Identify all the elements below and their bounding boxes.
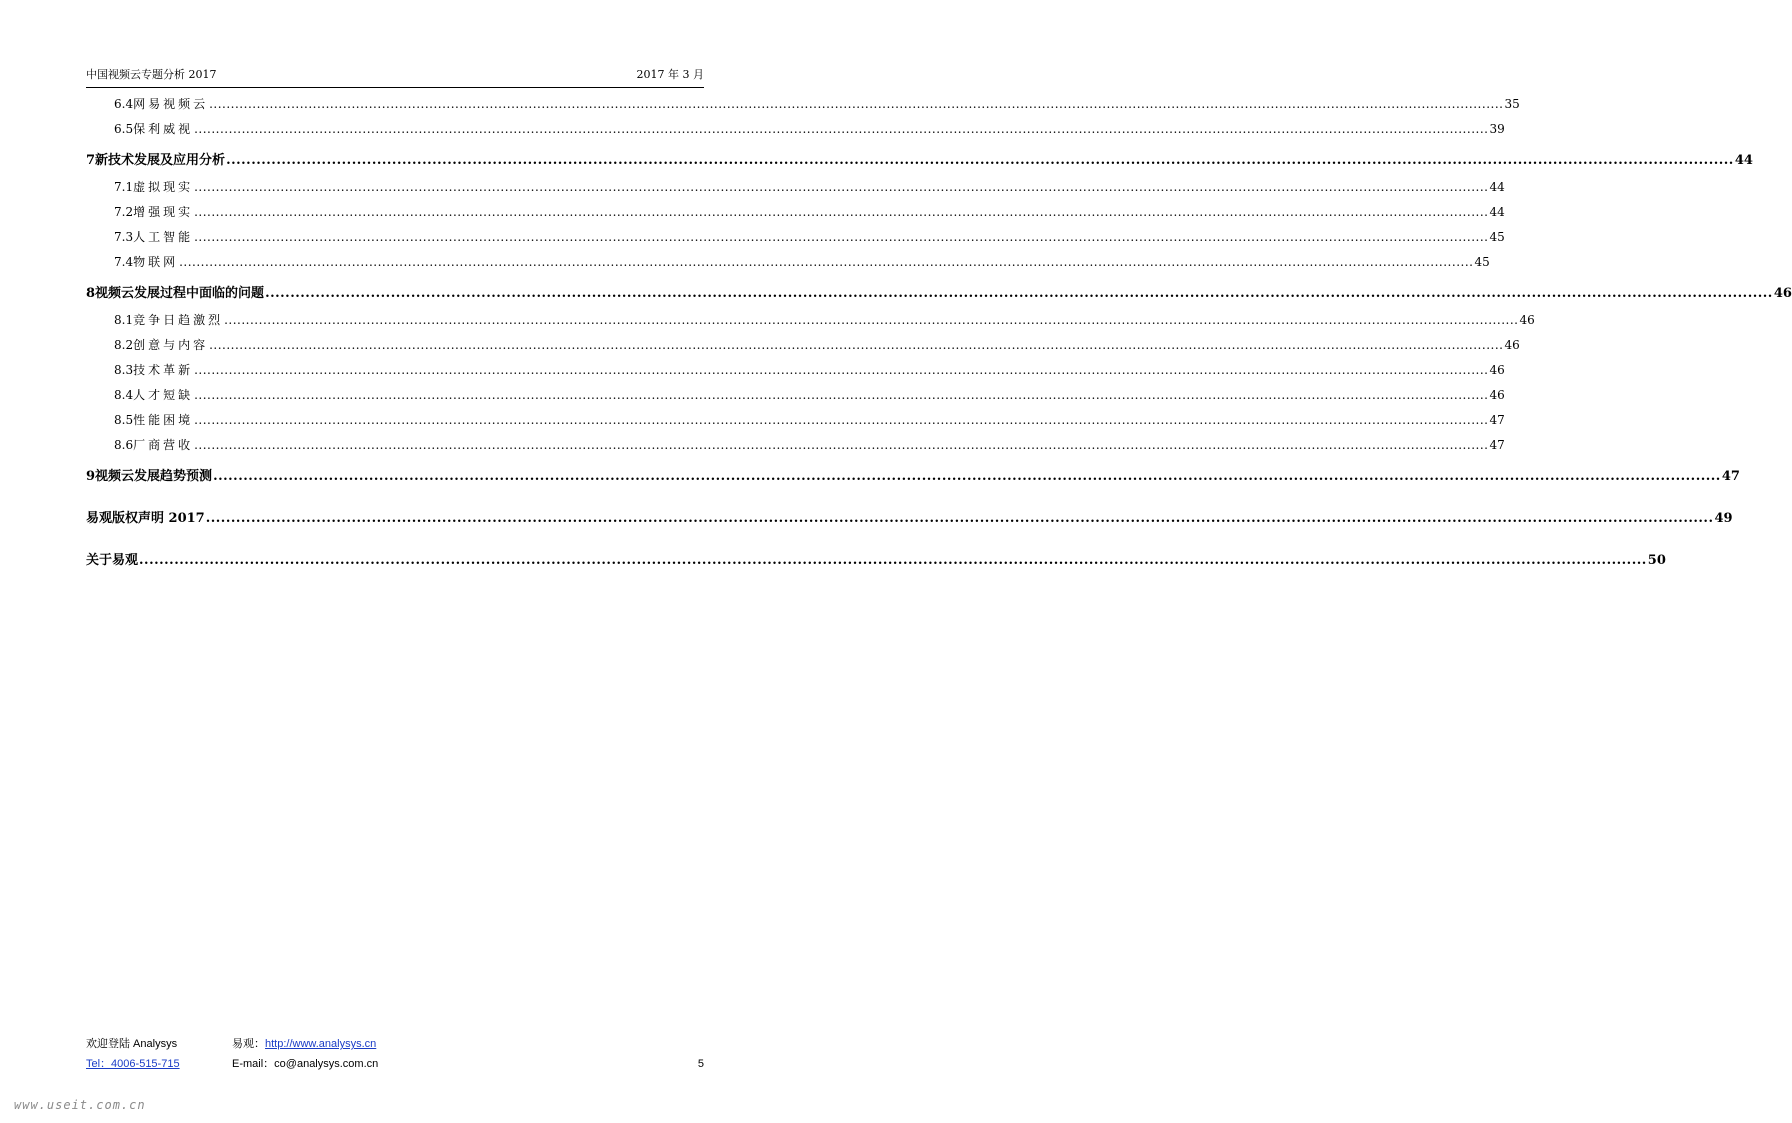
toc-section-entry[interactable]	[114, 228, 1505, 245]
toc-entry-number: 8.2	[114, 338, 134, 352]
toc-leader-dots: ............................................................................................................................................................................................................................................................................................................	[209, 338, 1504, 352]
footer-welcome: 欢迎登陆 Analysys	[86, 1038, 178, 1050]
toc-entry-title: 技术革新	[133, 363, 194, 377]
toc-leader-dots: ............................................................................................................................................................................................................................................................................................................	[194, 230, 1489, 244]
toc-leader-dots: ............................................................................................................................................................................................................................................................................................................	[213, 469, 1721, 484]
toc-section-entry[interactable]	[114, 436, 1505, 453]
toc-leader-dots: ............................................................................................................................................................................................................................................................................................................	[179, 255, 1474, 269]
footer-email: E-mail：co@analysys.com.cn	[232, 1058, 379, 1070]
footer-tel: Tel：4006-515-715	[86, 1058, 180, 1070]
toc-entry-title: 网易视频云	[133, 97, 209, 111]
toc-leader-dots: ............................................................................................................................................................................................................................................................................................................	[209, 97, 1504, 111]
toc-section-entry[interactable]	[114, 120, 1505, 137]
toc-entry-page: 47	[1489, 413, 1505, 427]
toc-entry-title: 增强现实	[133, 205, 194, 219]
toc-entry-page: 44	[1489, 205, 1505, 219]
toc-entry-page: 45	[1474, 255, 1490, 269]
page-header	[86, 66, 704, 88]
toc-section-entry[interactable]	[114, 311, 1535, 328]
toc-entry-number: 7.3	[114, 230, 134, 244]
watermark: www.useit.com.cn	[14, 1098, 146, 1112]
toc-entry-title: 人工智能	[133, 230, 194, 244]
toc-section-entry[interactable]	[114, 361, 1505, 378]
toc-entry-title: 新技术发展及应用分析	[95, 153, 226, 168]
toc-section-entry[interactable]	[114, 386, 1505, 403]
toc-entry-number: 7.4	[114, 255, 134, 269]
toc-entry-number: 6.4	[114, 97, 134, 111]
toc-entry-page: 47	[1489, 438, 1505, 452]
toc-entry-page: 46	[1504, 338, 1520, 352]
toc-entry-page: 39	[1489, 122, 1505, 136]
toc-entry-title: 易观版权声明 2017	[86, 511, 205, 526]
toc-entry-number: 8.3	[114, 363, 134, 377]
toc-entry-number: 8.5	[114, 413, 134, 427]
toc-chapter-entry[interactable]	[86, 149, 1753, 168]
toc-leader-dots: ............................................................................................................................................................................................................................................................................................................	[265, 286, 1773, 301]
toc-entry-number: 8.4	[114, 388, 134, 402]
toc-entry-number: 6.5	[114, 122, 134, 136]
page-number: 5	[697, 1058, 704, 1070]
toc-leader-dots: ............................................................................................................................................................................................................................................................................................................	[194, 180, 1489, 194]
toc-leader-dots: ............................................................................................................................................................................................................................................................................................................	[194, 413, 1489, 427]
toc-leader-dots: ............................................................................................................................................................................................................................................................................................................	[139, 553, 1647, 568]
toc-section-entry[interactable]	[114, 336, 1520, 353]
toc-entry-title: 人才短缺	[133, 388, 194, 402]
toc-entry-title: 厂商营收	[133, 438, 194, 452]
toc-entry-page: 47	[1721, 469, 1740, 484]
toc-leader-dots: ............................................................................................................................................................................................................................................................................................................	[194, 363, 1489, 377]
toc-entry-page: 46	[1773, 286, 1792, 301]
toc-chapter-entry[interactable]	[86, 282, 1792, 301]
toc-entry-title: 物联网	[133, 255, 179, 269]
footer-site-label: 易观：	[232, 1038, 265, 1050]
toc-leader-dots: ............................................................................................................................................................................................................................................................................................................	[226, 153, 1734, 168]
header-date: 2017 年 3 月	[636, 68, 704, 81]
toc-entry-number: 8	[86, 286, 96, 301]
toc-entry-page: 50	[1647, 553, 1666, 568]
toc-entry-page: 45	[1489, 230, 1505, 244]
toc-entry-page: 35	[1504, 97, 1520, 111]
toc-entry-title: 性能困境	[133, 413, 194, 427]
header-report-title: 中国视频云专题分析 2017	[86, 68, 217, 81]
toc-chapter-entry[interactable]	[86, 465, 1740, 484]
toc-entry-title: 虚拟现实	[133, 180, 194, 194]
toc-entry-page: 46	[1489, 363, 1505, 377]
toc-entry-title: 视频云发展过程中面临的问题	[95, 286, 265, 301]
toc-entry-number: 7.2	[114, 205, 134, 219]
toc-entry-number: 8.1	[114, 313, 134, 327]
toc-leader-dots: ............................................................................................................................................................................................................................................................................................................	[194, 205, 1489, 219]
toc-entry-title: 竞争日趋激烈	[133, 313, 224, 327]
toc-section-entry[interactable]	[114, 178, 1505, 195]
toc-leader-dots: ............................................................................................................................................................................................................................................................................................................	[224, 313, 1519, 327]
toc-entry-number: 8.6	[114, 438, 134, 452]
toc-entry-number: 9	[86, 469, 96, 484]
toc-chapter-entry[interactable]	[86, 549, 1666, 568]
toc-entry-title: 保利威视	[133, 122, 194, 136]
toc-entry-page: 46	[1519, 313, 1535, 327]
toc-section-entry[interactable]	[114, 411, 1505, 428]
toc-section-entry[interactable]	[114, 203, 1505, 220]
toc-leader-dots: ............................................................................................................................................................................................................................................................................................................	[194, 388, 1489, 402]
page-footer	[86, 1034, 704, 1074]
toc-entry-page: 49	[1714, 511, 1733, 526]
toc-leader-dots: ............................................................................................................................................................................................................................................................................................................	[194, 122, 1489, 136]
toc-entry-page: 44	[1489, 180, 1505, 194]
toc-leader-dots: ............................................................................................................................................................................................................................................................................................................	[194, 438, 1489, 452]
toc-entry-number: 7.1	[114, 180, 134, 194]
toc-chapter-entry[interactable]	[86, 507, 1733, 526]
toc-entry-number: 7	[86, 153, 96, 168]
toc-entry-title: 关于易观	[86, 553, 139, 568]
toc-entry-page: 46	[1489, 388, 1505, 402]
footer-site-link[interactable]: http://www.analysys.cn	[265, 1038, 377, 1050]
toc-leader-dots: ............................................................................................................................................................................................................................................................................................................	[205, 511, 1714, 526]
toc-section-entry[interactable]	[114, 253, 1490, 270]
toc-entry-page: 44	[1734, 153, 1753, 168]
toc-section-entry[interactable]	[114, 95, 1520, 112]
toc-entry-title: 视频云发展趋势预测	[95, 469, 213, 484]
toc-entry-title: 创意与内容	[133, 338, 209, 352]
